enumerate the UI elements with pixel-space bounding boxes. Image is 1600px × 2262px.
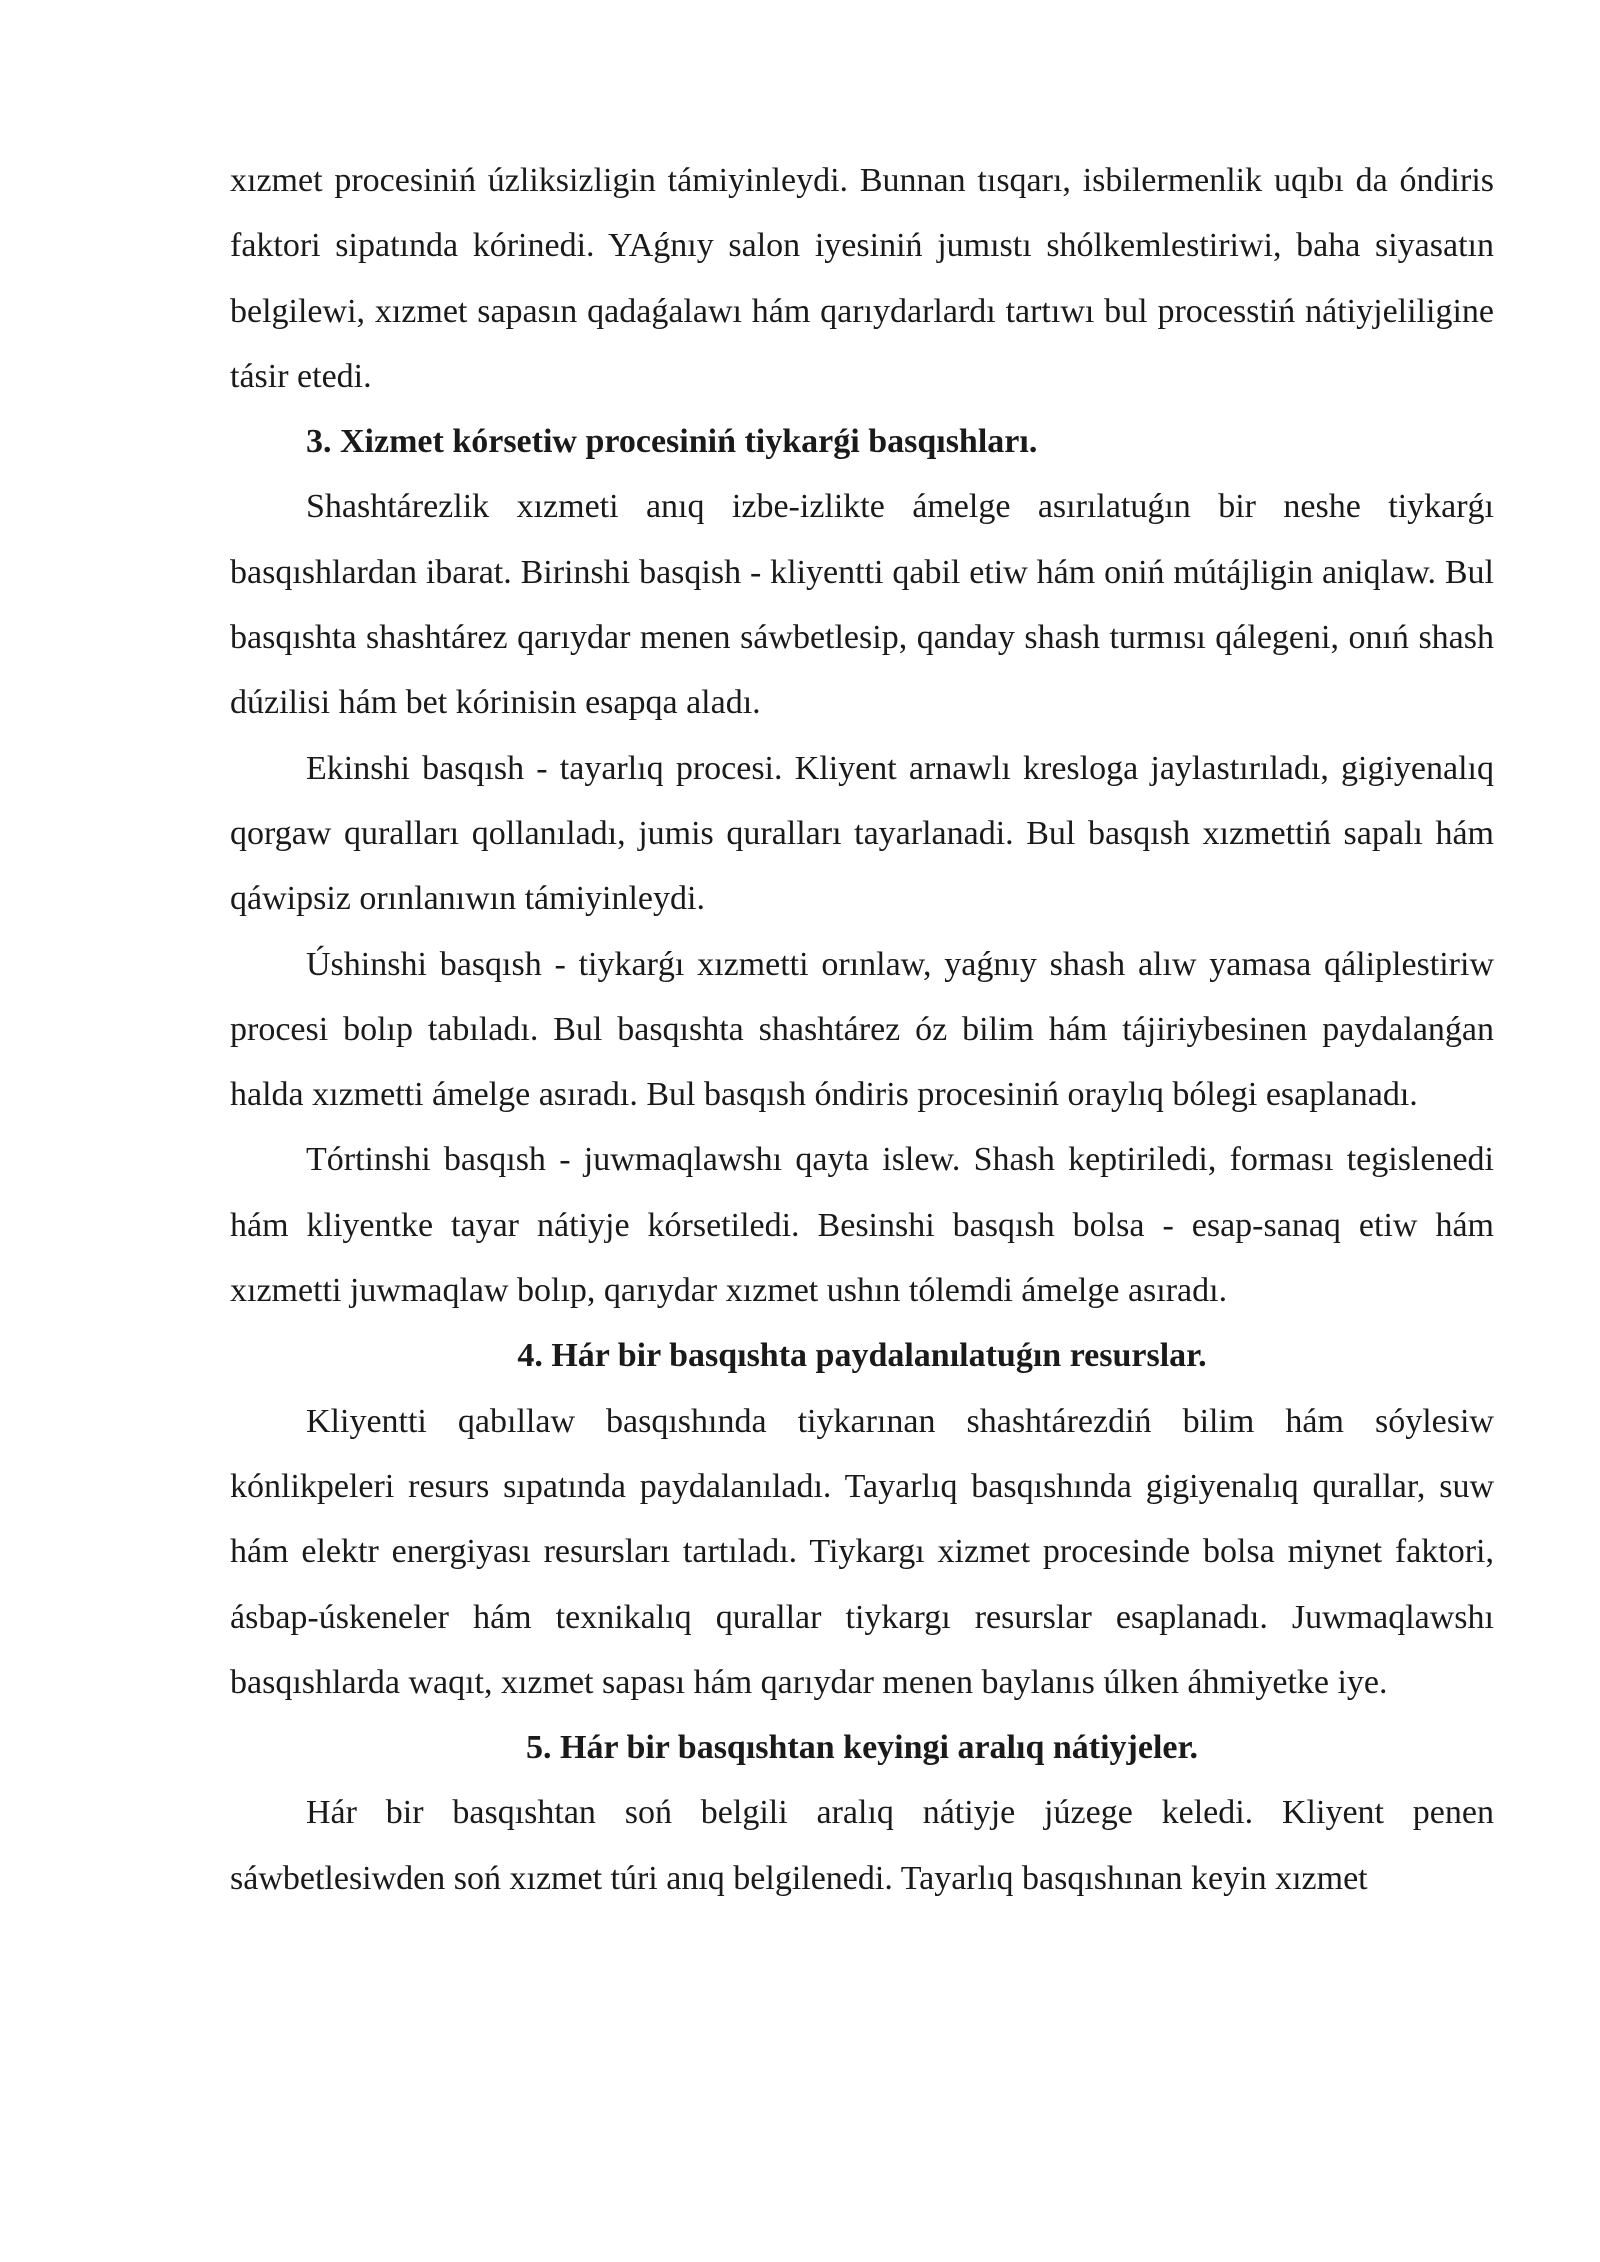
paragraph-intro-continuation: xızmet procesiniń úzliksizligin támiyinleydi. Bunnan tısqarı, isbilermenlik uqıbı da óndiris faktori sipatında kórinedi. YAǵnıy salon iyesiniń jumıstı shólkemlestiriwi, baha siyasatın belgilewi, xızmet sapasın qadaǵalawı hám qarıydarlardı tartıwı bul processtiń nátiyjeliligine tásir etedi. xyxy=(230,162,1494,395)
document-page xyxy=(230,148,1494,1911)
paragraph-stage-two: Ekinshi basqısh - tayarlıq procesi. Kliyent arnawlı kresloga jaylastırıladı, gigiyenalıq qorgaw quralları qollanıladı, jumis quralları tayarlanadi. Bul basqısh xızmettiń sapalı hám qáwipsiz orınlanıwın támiyinleydi. xyxy=(230,749,1494,918)
section-heading-3: 3. Xizmet kórsetiw procesiniń tiykarǵi basqıshları. xyxy=(306,423,1038,461)
paragraph-stage-three: Úshinshi basqısh - tiykarǵı xızmetti orınlaw, yaǵnıy shash alıw yamasa qáliplestiriw procesi bolıp tabıladı. Bul basqıshta shashtárez óz bilim hám tájiriybesinen paydalanǵan halda xızmetti ámelge asıradı. Bul basqısh óndiris procesiniń oraylıq bólegi esaplanadı. xyxy=(230,945,1494,1114)
section-heading-5: 5. Hár bir basqıshtan keyingi aralıq nátiyjeler. xyxy=(526,1729,1198,1767)
paragraph-stage-one: Shashtárezlik xızmeti anıq izbe-izlikte ámelge asırılatuǵın bir neshe tiykarǵı basqıshlardan ibarat. Birinshi basqish - kliyentti qabil etiw hám oniń mútájligin aniqlaw. Bul basqıshta shashtárez qarıydar menen sáwbetlesip, qanday shash turmısı qálegeni, onıń shash dúzilisi hám bet kórinisin esapqa aladı. xyxy=(230,488,1494,722)
paragraph-resources: Kliyentti qabıllaw basqıshında tiykarınan shashtárezdiń bilim hám sóylesiw kónlikpeleri resurs sıpatında paydalanıladı. Tayarlıq basqıshında gigiyenalıq qurallar, suw hám elektr energiyası resursları tartıladı. Tiykargı xizmet procesinde bolsa miynet faktori, ásbap-úskeneler hám texnikalıq qurallar tiykargı resurslar esaplanadı. Juwmaqlawshı basqıshlarda waqıt, xızmet sapası hám qarıydar menen baylanıs úlken áhmiyetke iye. xyxy=(230,1402,1494,1701)
paragraph-stage-four-five: Tórtinshi basqısh - juwmaqlawshı qayta islew. Shash keptiriledi, forması tegislenedi hám kliyentke tayar nátiyje kórsetiledi. Besinshi basqısh bolsa - esap-sanaq etiw hám xızmetti juwmaqlaw bolıp, qarıydar xızmet ushın tólemdi ámelge asıradı. xyxy=(230,1141,1494,1310)
section-heading-4: 4. Hár bir basqıshta paydalanılatuǵın resurslar. xyxy=(517,1337,1207,1375)
paragraph-intermediate-results: Hár bir basqıshtan soń belgili aralıq nátiyje júzege keledi. Kliyent penen sáwbetlesiwden soń xızmet túri anıq belgilenedi. Tayarlıq basqıshınan keyin xızmet xyxy=(230,1794,1494,1897)
